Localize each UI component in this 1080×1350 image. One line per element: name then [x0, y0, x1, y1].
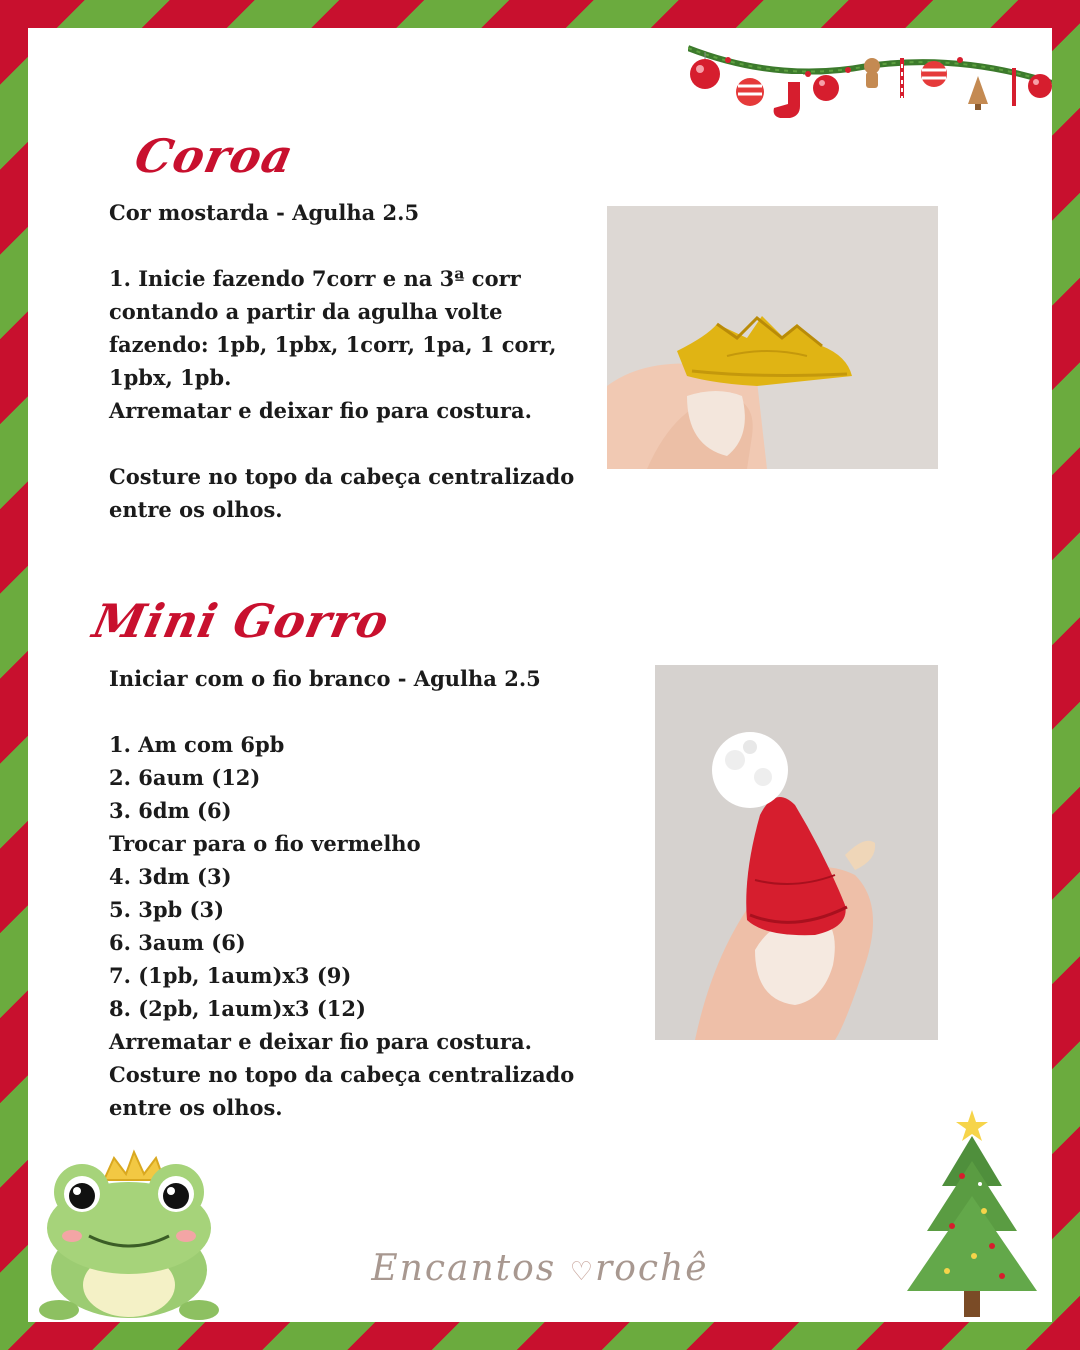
brand-accent: ê — [685, 1248, 709, 1289]
instruction-line: Costure no topo da cabeça centralizado — [109, 1062, 575, 1087]
instruction-line: 1. Am com 6pb — [109, 732, 285, 757]
crochet-crown-photo — [607, 206, 938, 469]
instruction-line: 6. 3aum (6) — [109, 930, 246, 955]
instruction-line: Arrematar e deixar fio para costura. — [109, 1029, 532, 1054]
instruction-line: 4. 3dm (3) — [109, 864, 232, 889]
instruction-line — [109, 229, 579, 262]
instruction-line: 8. (2pb, 1aum)x3 (12) — [109, 996, 366, 1021]
instruction-line: Trocar para o fio vermelho — [109, 831, 421, 856]
gorro-instructions — [109, 662, 579, 1124]
instruction-line: 2. 6aum (12) — [109, 765, 261, 790]
instruction-line — [109, 695, 579, 728]
instruction-line: 1pbx, 1pb. — [109, 365, 232, 390]
instruction-line: entre os olhos. — [109, 497, 283, 522]
brand-word-1: Encantos — [371, 1248, 557, 1289]
instruction-line: 3. 6dm (6) — [109, 798, 232, 823]
coroa-instructions — [109, 196, 579, 526]
brand-signature — [28, 1248, 1052, 1289]
instruction-line: entre os olhos. — [109, 1095, 283, 1120]
instruction-line: fazendo: 1pb, 1pbx, 1corr, 1pa, 1 corr, — [109, 332, 557, 357]
instruction-line: Arrematar e deixar fio para costura. — [109, 398, 532, 423]
instruction-line: 7. (1pb, 1aum)x3 (9) — [109, 963, 352, 988]
crochet-hat-photo — [655, 665, 938, 1040]
recipe-page — [28, 28, 1052, 1322]
christmas-tree-icon — [892, 1106, 1052, 1322]
instruction-line: Costure no topo da cabeça centralizado — [109, 464, 575, 489]
instruction-line: 1. Inicie fazendo 7corr e na 3ª corr — [109, 266, 521, 291]
instruction-line — [109, 427, 579, 460]
section-title-coroa: Coroa — [130, 129, 299, 183]
instruction-line: Cor mostarda - Agulha 2.5 — [109, 200, 420, 225]
frog-icon — [34, 1140, 224, 1325]
instruction-line: Iniciar com o fio branco - Agulha 2.5 — [109, 666, 541, 691]
garland-icon — [688, 28, 1052, 133]
heart-icon: ♡ — [569, 1257, 596, 1287]
instruction-line: contando a partir da agulha volte — [109, 299, 503, 324]
section-title-mini-gorro: Mini Gorro — [88, 594, 395, 648]
instruction-line: 5. 3pb (3) — [109, 897, 225, 922]
brand-word-2: roch — [595, 1248, 686, 1289]
